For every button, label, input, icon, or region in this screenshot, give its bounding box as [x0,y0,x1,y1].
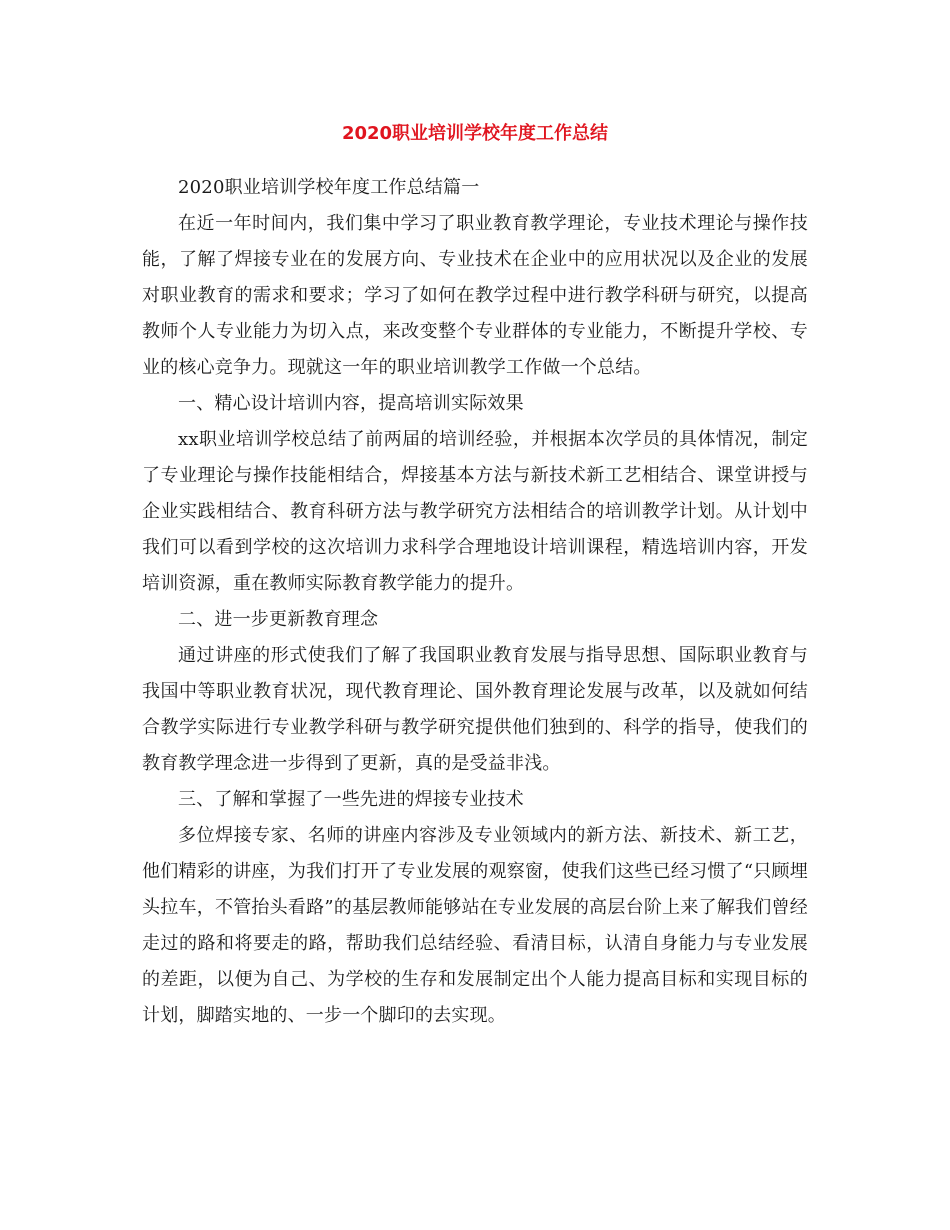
paragraph-section-2: 通过讲座的形式使我们了解了我国职业教育发展与指导思想、国际职业教育与我国中等职业教育状况，现代教育理论、国外教育理论发展与改革，以及就如何结合教学实际进行专业教学科研与教学研究提供他们独到的、科学的指导，使我们的教育教学理念进一步得到了更新，真的是受益非浅。 [142,645,808,774]
paragraph-subtitle: 2020职业培训学校年度工作总结篇一 [178,177,480,198]
document-title: 2020职业培训学校年度工作总结 [341,123,609,144]
section-heading-3: 三、了解和掌握了一些先进的焊接专业技术 [178,789,524,810]
section-heading-1: 一、精心设计培训内容，提高培训实际效果 [178,393,524,414]
document-body [142,170,808,1034]
paragraph-intro: 在近一年时间内，我们集中学习了职业教育教学理论，专业技术理论与操作技能，了解了焊接专业在的发展方向、专业技术在企业中的应用状况以及企业的发展对职业教育的需求和要求；学习了如何在教学过程中进行教学科研与研究，以提高教师个人专业能力为切入点，来改变整个专业群体的专业能力，不断提升学校、专业的核心竞争力。现就这一年的职业培训教学工作做一个总结。 [142,213,808,378]
paragraph-section-1: xx职业培训学校总结了前两届的培训经验，并根据本次学员的具体情况，制定了专业理论与操作技能相结合，焊接基本方法与新技术新工艺相结合、课堂讲授与企业实践相结合、教育科研方法与教学研究方法相结合的培训教学计划。从计划中我们可以看到学校的这次培训力求科学合理地设计培训课程，精选培训内容，开发培训资源，重在教师实际教育教学能力的提升。 [142,429,808,594]
section-heading-2: 二、进一步更新教育理念 [178,609,379,630]
paragraph-section-3: 多位焊接专家、名师的讲座内容涉及专业领域内的新方法、新技术、新工艺，他们精彩的讲座，为我们打开了专业发展的观察窗，使我们这些已经习惯了“只顾埋头拉车，不管抬头看路”的基层教师能够站在专业发展的高层台阶上来了解我们曾经走过的路和将要走的路，帮助我们总结经验、看清目标，认清自身能力与专业发展的差距，以便为自己、为学校的生存和发展制定出个人能力提高目标和实现目标的计划，脚踏实地的、一步一个脚印的去实现。 [142,825,808,1026]
